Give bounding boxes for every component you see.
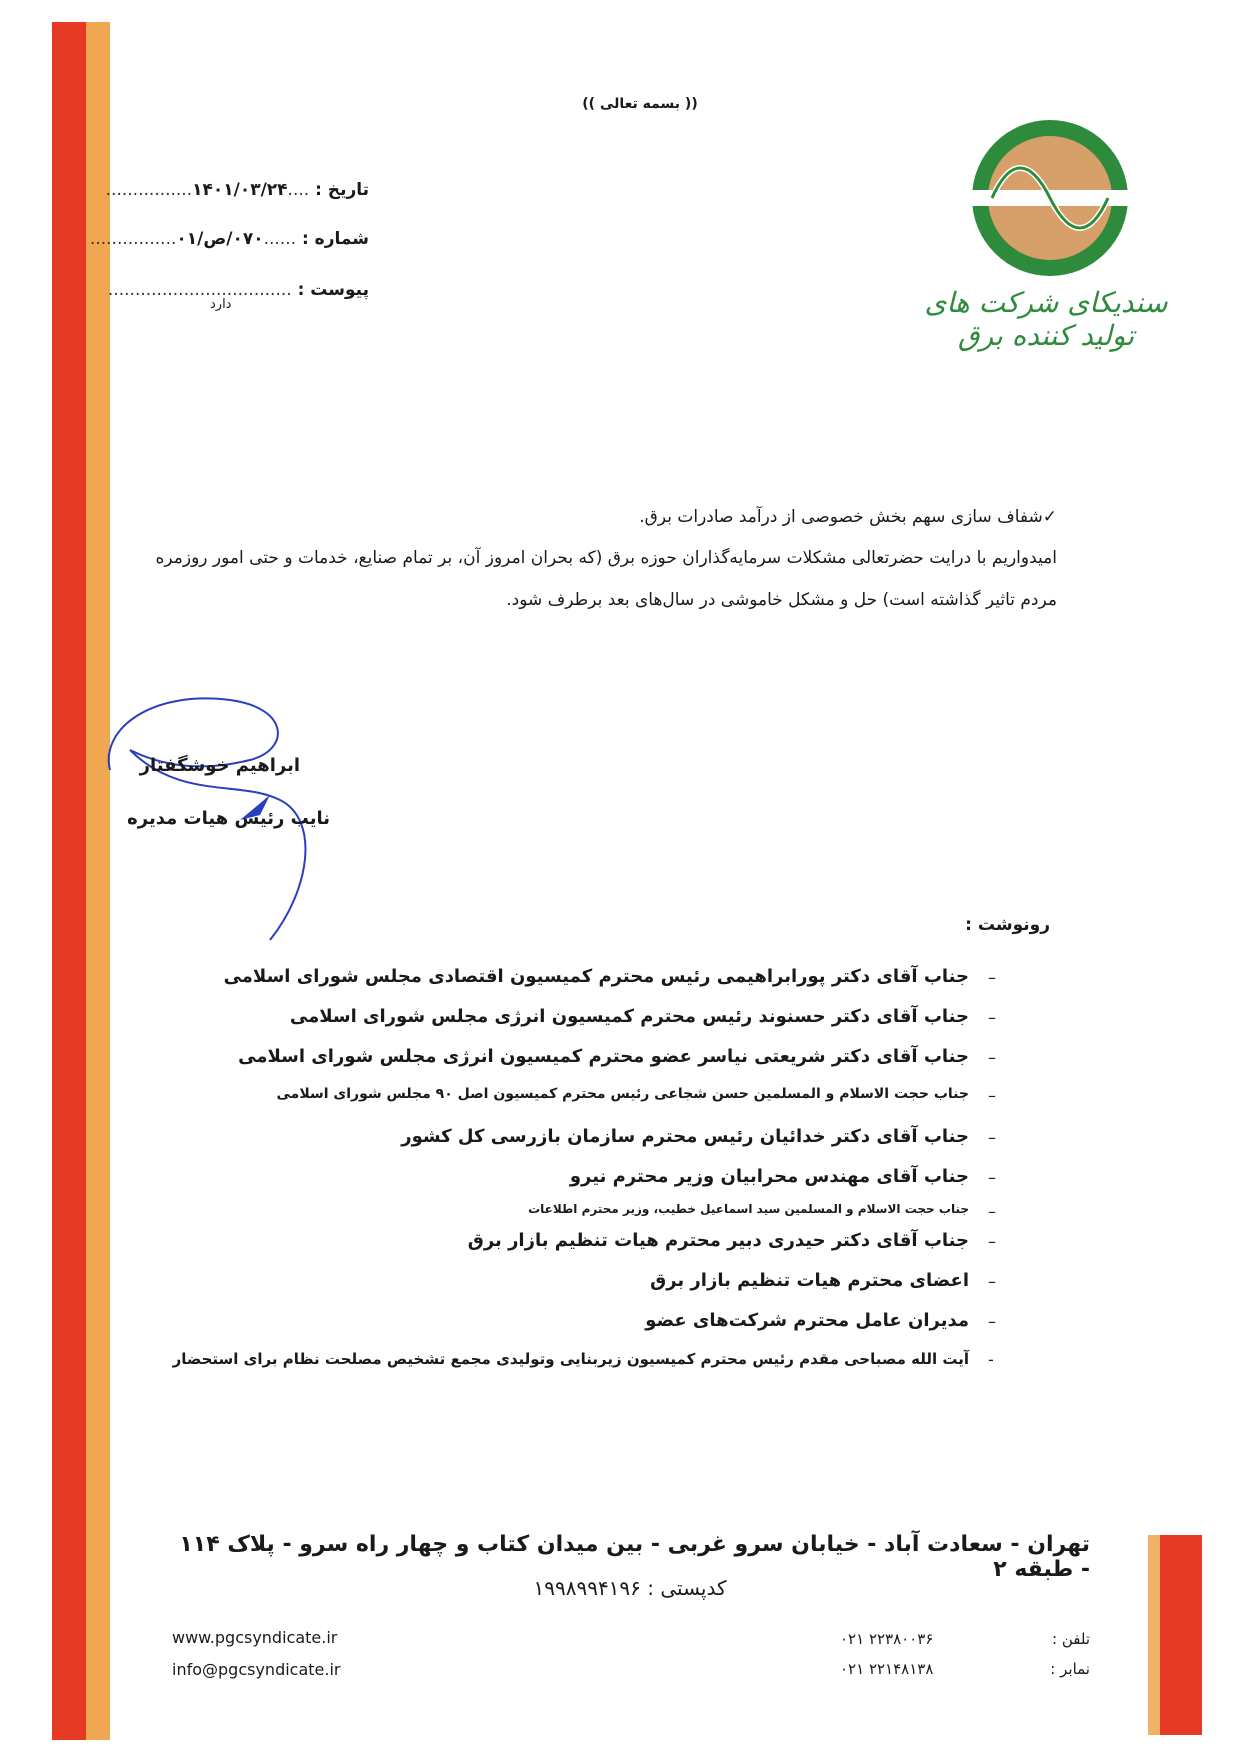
- cc-item: جناب حجت الاسلام و المسلمین سید اسماعیل خطیب، وزیر محترم اطلاعات: [528, 1202, 969, 1216]
- number-value: ۰۷۰/ص/۰۱: [176, 229, 264, 249]
- cc-bullet: –: [988, 968, 996, 987]
- cc-bullet: –: [988, 1232, 996, 1251]
- cc-item: آیت الله مصباحی مقدم رئیس محترم کمیسیون زیربنایی وتولیدی مجمع تشخیص مصلحت نظام برای استحضار: [172, 1350, 969, 1368]
- cc-item: جناب آقای دکتر حیدری دبیر محترم هیات تنظیم بازار برق: [467, 1230, 969, 1251]
- cc-bullet: –: [988, 1048, 996, 1067]
- right-gold-stripe: [1148, 1535, 1160, 1735]
- cc-bullet: –: [988, 1008, 996, 1027]
- cc-bullet: –: [988, 1272, 996, 1291]
- footer-fax-label: نمابر :: [1050, 1660, 1090, 1678]
- body-line-1: ✓شفاف سازی سهم بخش خصوصی از درآمد صادرات برق.: [639, 507, 1057, 527]
- date-label: تاریخ :: [315, 180, 369, 200]
- signatory-title: نایب رئیس هیات مدیره: [127, 808, 330, 829]
- footer-email-link[interactable]: info@pgcsyndicate.ir: [172, 1660, 341, 1679]
- cc-item: جناب آقای مهندس محرابیان وزیر محترم نیرو: [569, 1166, 969, 1187]
- cc-item: اعضای محترم هیات تنظیم بازار برق: [650, 1270, 969, 1291]
- cc-item: مدیران عامل محترم شرکت‌های عضو: [645, 1310, 969, 1331]
- cc-item: جناب آقای دکتر پورابراهیمی رئیس محترم کمیسیون اقتصادی مجلس شورای اسلامی: [223, 966, 969, 987]
- signatory-name: ابراهیم خوشگفتار: [139, 755, 300, 776]
- body-line-2: امیدواریم با درایت حضرتعالی مشکلات سرمایه‌گذاران حوزه برق (که بحران امروز آن، بر تمام صنایع، خدمات و حتی امور روزمره: [155, 548, 1057, 568]
- date-field: تاریخ : ....۱۴۰۱/۰۳/۲۴................: [105, 180, 369, 200]
- company-logo-text: سندیکای شرکت های تولید کننده برق: [924, 286, 1168, 352]
- cc-bullet: –: [988, 1312, 996, 1331]
- body-line-3: مردم تاثیر گذاشته است) حل و مشکل خاموشی در سال‌های بعد برطرف شود.: [506, 590, 1057, 610]
- cc-item: جناب آقای دکتر خدائیان رئیس محترم سازمان بازرسی کل کشور: [401, 1126, 969, 1147]
- footer-address: تهران - سعادت آباد - خیابان سرو غربی - بین میدان کتاب و چهار راه سرو - پلاک ۱۱۴ - طبقه ۲: [179, 1532, 1090, 1582]
- cc-label: رونوشت :: [965, 915, 1050, 935]
- bismillah-heading: (( بسمه تعالی )): [582, 96, 698, 112]
- footer-fax-value: ۰۲۱ ۲۲۱۴۸۱۳۸: [840, 1660, 934, 1678]
- cc-bullet: –: [988, 1128, 996, 1147]
- attachment-label: پیوست :: [297, 280, 369, 300]
- cc-bullet: –: [988, 1086, 996, 1105]
- cc-bullet: -: [988, 1350, 994, 1369]
- date-value: ۱۴۰۱/۰۳/۲۴: [192, 180, 288, 200]
- number-label: شماره :: [301, 229, 369, 249]
- cc-bullet: –: [988, 1202, 996, 1221]
- footer-postcode: کدپستی : ۱۹۹۸۹۹۴۱۹۶: [533, 1576, 727, 1600]
- footer-phone-label: تلفن :: [1052, 1630, 1090, 1648]
- footer-phone-value: ۰۲۱ ۲۲۳۸۰۰۳۶: [840, 1630, 934, 1648]
- attachment-field: پیوست : ..................................: [107, 280, 369, 300]
- cc-bullet: –: [988, 1168, 996, 1187]
- cc-item: جناب آقای دکتر حسنوند رئیس محترم کمیسیون انرژی مجلس شورای اسلامی: [289, 1006, 969, 1027]
- cc-item: جناب حجت الاسلام و المسلمین حسن شجاعی رئیس محترم کمیسیون اصل ۹۰ مجلس شورای اسلامی: [276, 1086, 969, 1102]
- company-logo-icon: [970, 118, 1130, 278]
- attachment-value: دارد: [210, 297, 232, 312]
- footer-website-link[interactable]: www.pgcsyndicate.ir: [172, 1628, 338, 1647]
- cc-item: جناب آقای دکتر شریعتی نیاسر عضو محترم کمیسیون انرژی مجلس شورای اسلامی: [238, 1046, 969, 1067]
- number-field: شماره : ......۰۷۰/ص/۰۱................: [89, 229, 369, 249]
